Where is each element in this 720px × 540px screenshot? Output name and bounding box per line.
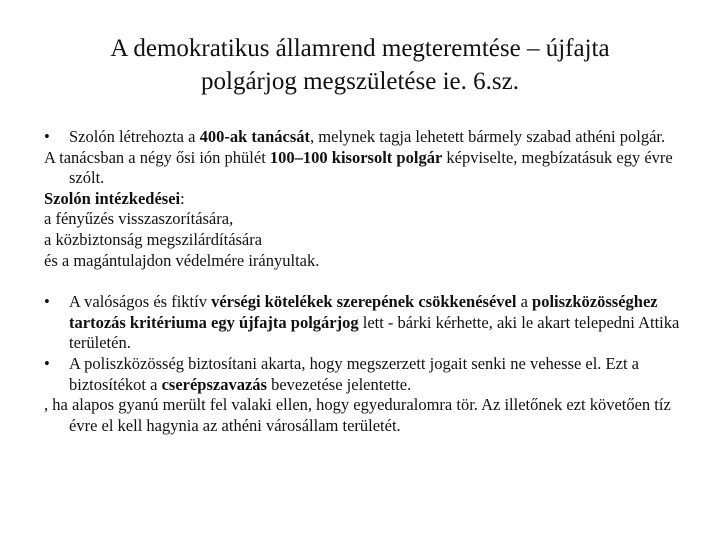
title-line-2: polgárjog megszületése ie. 6.sz. [201, 68, 519, 95]
text-run: A valóságos és fiktív [69, 292, 212, 312]
bullet-paragraph-council [44, 127, 694, 148]
text-run: A tanácsban a négy ősi ión phülét [44, 147, 270, 167]
bold-run: 100–100 kisorsolt polgár [269, 147, 443, 167]
slide-body [44, 127, 694, 436]
text-run: A poliszközösség biztosítani akarta, hogy megszerzett jogait senki ne vehesse el. Ezt a biztosítékot a [69, 353, 639, 394]
text-run: képviselte, megbízatásuk egy évre szólt. [69, 147, 673, 188]
text-run: bevezetése jelentette. [266, 374, 412, 394]
paragraph-measure-security: a közbiztonság megszilárdítására [44, 229, 263, 249]
bold-run: Szolón intézkedései [44, 188, 181, 208]
text-run: , melynek tagja lehetett bármely szabad athéni polgár. [310, 127, 666, 146]
bold-run: cserépszavazás [161, 374, 267, 394]
paragraph-phyles [44, 148, 694, 189]
text-run: a [516, 292, 533, 312]
paragraph-measure-property: és a magántulajdon védelmére irányultak. [44, 250, 320, 270]
bullet-icon: • [44, 292, 50, 312]
spacer [44, 271, 694, 292]
title-line-1: A demokratikus államrend megteremtése – újfajta [110, 35, 610, 62]
paragraph-measure-luxury: a fényűzés visszaszorítására, [44, 209, 234, 229]
bullet-paragraph-ostracism [44, 354, 694, 395]
bullet-paragraph-citizenship [44, 292, 694, 354]
bullet-icon: • [44, 353, 50, 373]
slide-title [40, 32, 680, 98]
bullet-icon: • [44, 127, 50, 146]
paragraph-measures-heading [44, 189, 694, 210]
text-run: lett - bárki kérhette, aki le akart telepedni Attika területén. [69, 312, 680, 353]
paragraph-ostracism-detail: , ha alapos gyanú merült fel valaki ellen, hogy egyeduralomra tör. Az illetőnek ezt követően tíz évre el kell hagynia az athéni városállam területét. [44, 395, 671, 435]
bold-run: poliszközösséghez tartozás kritériuma egy újfajta polgárjog [69, 292, 658, 332]
bold-run: vérségi kötelékek szerepének csökkenésével [211, 292, 517, 312]
bold-run: 400-ak tanácsát [199, 127, 311, 146]
text-run: : [180, 188, 185, 208]
text-run: Szolón létrehozta a [69, 127, 200, 146]
